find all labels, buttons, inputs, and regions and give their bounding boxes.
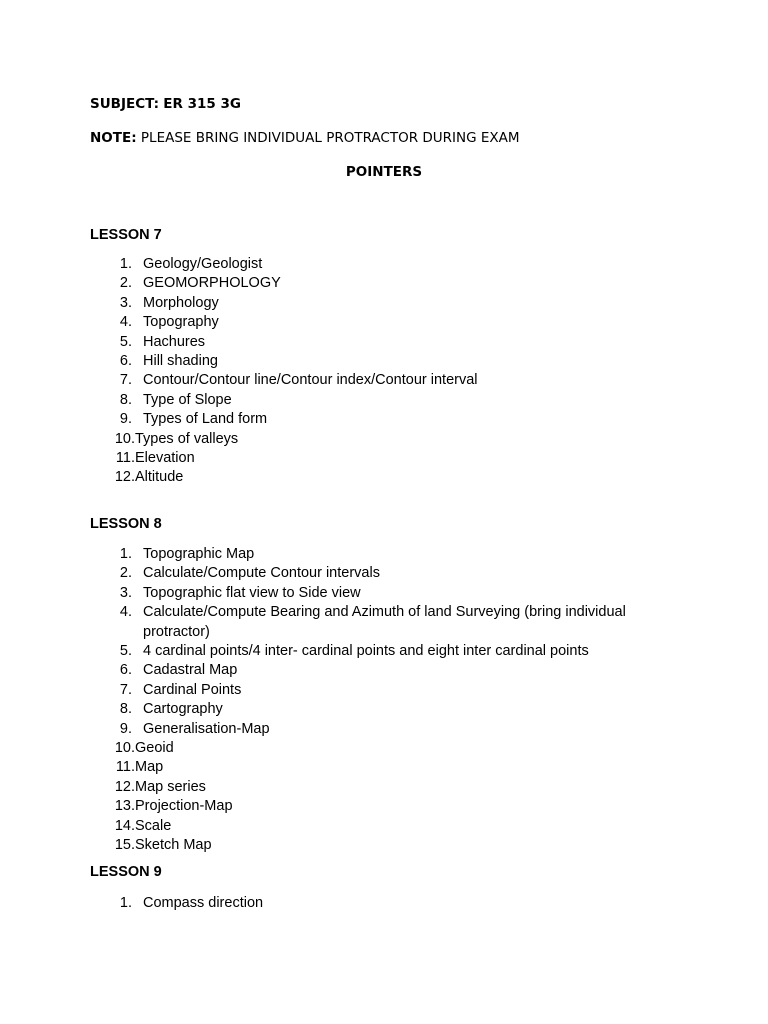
list-item-number: 10. <box>114 740 135 757</box>
list-item-text: Cartography <box>143 701 223 718</box>
list-item-number: 14. <box>114 817 135 834</box>
list-item <box>90 313 650 332</box>
list-item <box>90 603 650 642</box>
list-item-number: 12. <box>114 778 135 795</box>
list-item-text: GEOMORPHOLOGY <box>143 275 281 292</box>
list-item-number: 1. <box>119 895 132 911</box>
lesson-8-list <box>90 545 650 856</box>
list-item-text: Altitude <box>135 469 184 486</box>
list-item-number: 1. <box>119 256 132 272</box>
list-item <box>90 294 650 313</box>
list-item <box>90 700 650 719</box>
list-item-number: 2. <box>119 565 132 582</box>
list-item <box>90 391 650 410</box>
list-item-text: Cadastral Map <box>143 662 238 679</box>
lesson-9-heading: LESSON 9 <box>90 864 162 880</box>
list-item-number: 5. <box>119 333 132 350</box>
list-item-number: 12. <box>114 469 135 486</box>
list-item <box>90 468 650 487</box>
list-item <box>90 720 650 739</box>
list-item <box>90 430 650 449</box>
list-item <box>90 778 650 797</box>
list-item-text: Calculate/Compute Bearing and Azimuth of land Surveying (bring individual protractor) <box>143 604 626 640</box>
subject-label: SUBJECT: <box>90 96 159 112</box>
lesson-7-list <box>90 255 650 488</box>
list-item-number: 6. <box>119 353 132 370</box>
list-item-number: 4. <box>119 314 132 331</box>
list-item-number: 10. <box>114 430 135 447</box>
list-item <box>90 410 650 429</box>
list-item-text: Compass direction <box>143 895 264 911</box>
list-item-number: 9. <box>119 411 132 428</box>
list-item-text: Generalisation-Map <box>143 720 270 737</box>
list-item-number: 3. <box>119 584 132 601</box>
list-item-text: Hachures <box>143 333 206 350</box>
list-item <box>90 545 650 564</box>
list-item-number: 11. <box>115 759 135 776</box>
list-item-number: 9. <box>119 720 132 737</box>
list-item <box>90 758 650 777</box>
list-item-number: 8. <box>119 391 132 408</box>
list-item-number: 8. <box>119 701 132 718</box>
list-item <box>90 371 650 390</box>
list-item-text: Types of Land form <box>143 411 268 428</box>
note-label: NOTE: <box>90 130 137 146</box>
list-item-text: Map series <box>135 778 206 795</box>
list-item-text: Type of Slope <box>143 391 232 408</box>
list-item-text: Elevation <box>135 450 195 467</box>
list-item-number: 15. <box>114 837 135 854</box>
list-item-number: 7. <box>119 372 132 389</box>
note-text: PLEASE BRING INDIVIDUAL PROTRACTOR DURING EXAM <box>140 130 520 146</box>
list-item <box>90 255 650 274</box>
list-item-text: Sketch Map <box>135 837 212 854</box>
list-item <box>90 681 650 700</box>
list-item <box>90 352 650 371</box>
list-item-text: Types of valleys <box>135 430 239 447</box>
list-item-text: Calculate/Compute Contour intervals <box>143 565 380 582</box>
list-item <box>90 739 650 758</box>
list-item <box>90 584 650 603</box>
note-line <box>90 130 520 146</box>
list-item-text: Hill shading <box>143 353 218 370</box>
list-item-text: Cardinal Points <box>143 681 242 698</box>
page-title: POINTERS <box>345 164 423 180</box>
list-item-text: 4 cardinal points/4 inter- cardinal points and eight inter cardinal points <box>143 643 589 660</box>
subject-line <box>90 96 241 112</box>
lesson-9-list <box>90 894 650 913</box>
list-item <box>90 817 650 836</box>
list-item-text: Geology/Geologist <box>143 256 263 272</box>
list-item-text: Projection-Map <box>135 798 233 815</box>
list-item <box>90 894 650 913</box>
list-item <box>90 642 650 661</box>
list-item-number: 13. <box>114 798 135 815</box>
lesson-8-heading: LESSON 8 <box>90 516 162 532</box>
list-item <box>90 797 650 816</box>
lesson-7-heading: LESSON 7 <box>90 227 162 243</box>
list-item-number: 3. <box>119 294 132 311</box>
list-item-number: 6. <box>119 662 132 679</box>
list-item <box>90 449 650 468</box>
list-item-number: 11. <box>115 450 135 467</box>
list-item <box>90 661 650 680</box>
list-item-text: Scale <box>135 817 172 834</box>
list-item-text: Geoid <box>135 740 174 757</box>
list-item-text: Map <box>135 759 164 776</box>
list-item-number: 1. <box>119 546 132 562</box>
list-item <box>90 274 650 293</box>
list-item-number: 2. <box>119 275 132 292</box>
list-item <box>90 333 650 352</box>
list-item-number: 4. <box>119 604 132 621</box>
list-item-number: 7. <box>119 681 132 698</box>
list-item-text: Topography <box>143 314 219 331</box>
list-item-number: 5. <box>119 643 132 660</box>
list-item <box>90 564 650 583</box>
list-item-text: Morphology <box>143 294 219 311</box>
list-item-text: Topographic Map <box>143 546 255 562</box>
subject-value: ER 315 3G <box>163 96 241 112</box>
list-item-text: Contour/Contour line/Contour index/Contour interval <box>143 372 478 389</box>
list-item <box>90 836 650 855</box>
list-item-text: Topographic flat view to Side view <box>143 584 361 601</box>
